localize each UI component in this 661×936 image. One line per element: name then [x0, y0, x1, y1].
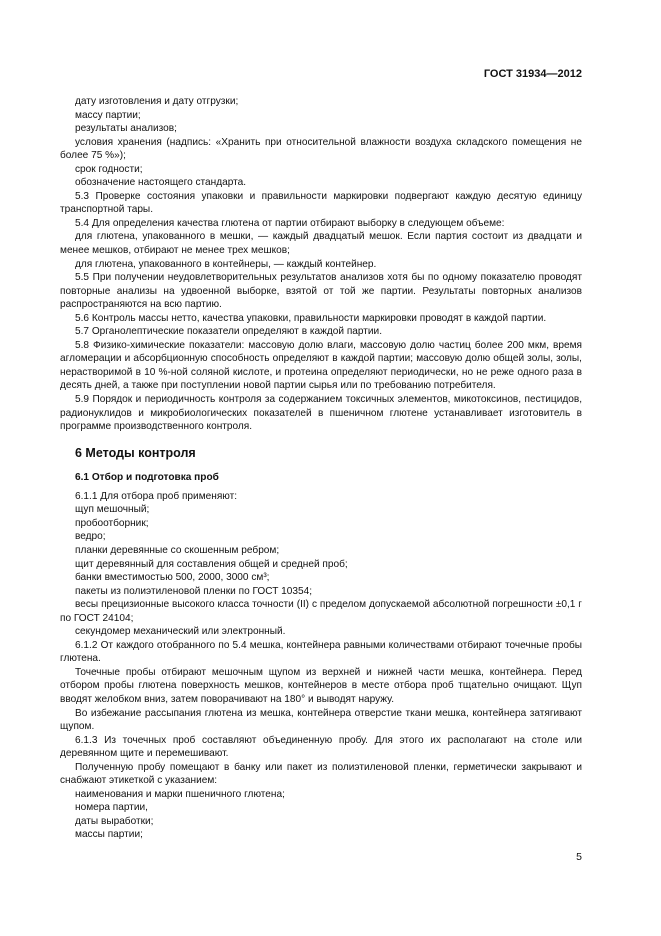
clause-5-5: 5.5 При получении неудовлетворительных результатов анализов хотя бы по одному показателю проводят повторные анализы на удвоенной выборке, взятой от той же партии. Результаты повторных анализов распространяются на всю партию.	[60, 272, 582, 311]
list-item: даты выработки;	[75, 815, 154, 827]
clause-6-1-1: 6.1.1 Для отбора проб применяют:	[75, 490, 238, 502]
list-item: условия хранения (надпись: «Хранить при относительной влажности воздуха складского помещения не более 75 %»);	[60, 136, 582, 162]
list-item: результаты анализов;	[75, 123, 177, 135]
list-item: пакеты из полиэтиленовой пленки по ГОСТ 10354;	[75, 585, 313, 597]
clause-5-9: 5.9 Порядок и периодичность контроля за содержанием токсичных элементов, микотоксинов, пестицидов, радионуклидов и микробиологических показателей в пшеничном глютене устанавливает изготовитель в программе производственного контроля.	[60, 394, 582, 433]
subsection-heading: 6.1 Отбор и подготовка проб	[75, 472, 219, 484]
list-item: массы партии;	[75, 829, 143, 841]
section-heading: 6 Методы контроля	[75, 445, 196, 460]
list-item: наименования и марки пшеничного глютена;	[75, 788, 285, 800]
list-item: банки вместимостью 500, 2000, 3000 см³;	[75, 572, 270, 584]
list-item: секундомер механический или электронный.	[75, 626, 286, 638]
list-item: щуп мешочный;	[75, 504, 150, 516]
paragraph: для глютена, упакованного в контейнеры, — каждый контейнер.	[75, 258, 377, 270]
clause-5-4: 5.4 Для определения качества глютена от партии отбирают выборку в следующем объеме:	[75, 217, 505, 229]
clause-5-6: 5.6 Контроль массы нетто, качества упаковки, правильности маркировки проводят в каждой партии.	[75, 312, 547, 324]
clause-6-1-2: 6.1.2 От каждого отобранного по 5.4 мешка, контейнера равными количествами отбирают точечные пробы глютена.	[60, 639, 582, 665]
list-item: обозначение настоящего стандарта.	[75, 177, 247, 189]
clause-5-8: 5.8 Физико-химические показатели: массовую долю влаги, массовую долю частиц более 200 мкм, время агломерации и абсорбционную способность определяют в каждой партии; массовую долю общей золы, золы, нерастворимой в 10 %-ной соляной кислоте, и протеина определяют периодически, но не реже одного раза в десять дней, а также при поступлении новой партии сырья или по требованию потребителя.	[60, 339, 582, 392]
clause-6-1-3: 6.1.3 Из точечных проб составляют объединенную пробу. Для этого их располагают на столе или деревянном щите и перемешивают.	[60, 734, 582, 760]
list-item: ведро;	[75, 531, 106, 543]
list-item: дату изготовления и дату отгрузки;	[75, 96, 239, 107]
list-item: срок годности;	[75, 163, 143, 175]
list-item: щит деревянный для составления общей и средней проб;	[75, 558, 348, 570]
clause-5-3: 5.3 Проверке состояния упаковки и правильности маркировки подвергают каждую десятую единицу транспортной тары.	[60, 190, 582, 216]
paragraph: Точечные пробы отбирают мешочным щупом из верхней и нижней части мешка, контейнера. Перед отбором пробы глютена поверхность мешков, контейнеров в месте отбора проб тщательно очищают. Щуп вводят желобком вниз, затем поворачивают на 180° и выводят наружу.	[60, 666, 582, 705]
document-body	[60, 95, 582, 842]
paragraph: Во избежание рассыпания глютена из мешка, контейнера отверстие ткани мешка, контейнера затягивают щупом.	[60, 707, 582, 733]
list-item: пробоотборник;	[75, 517, 149, 529]
list-item: весы прецизионные высокого класса точности (II) с пределом допускаемой абсолютной погрешности ±0,1 г по ГОСТ 24104;	[60, 599, 582, 624]
list-item: планки деревянные со скошенным ребром;	[75, 544, 280, 556]
list-item: номера партии,	[75, 802, 148, 814]
page-number: 5	[576, 851, 582, 863]
paragraph: для глютена, упакованного в мешки, — каждый двадцатый мешок. Если партия состоит из двадцати и менее мешков, отбирают не менее трех мешков;	[60, 231, 582, 257]
paragraph: Полученную пробу помещают в банку или пакет из полиэтиленовой пленки, герметически закрывают и снабжают этикеткой с указанием:	[60, 761, 582, 787]
standard-code-header: ГОСТ 31934—2012	[483, 68, 582, 80]
list-item: массу партии;	[75, 109, 141, 121]
clause-5-7: 5.7 Органолептические показатели определяют в каждой партии.	[75, 326, 382, 338]
